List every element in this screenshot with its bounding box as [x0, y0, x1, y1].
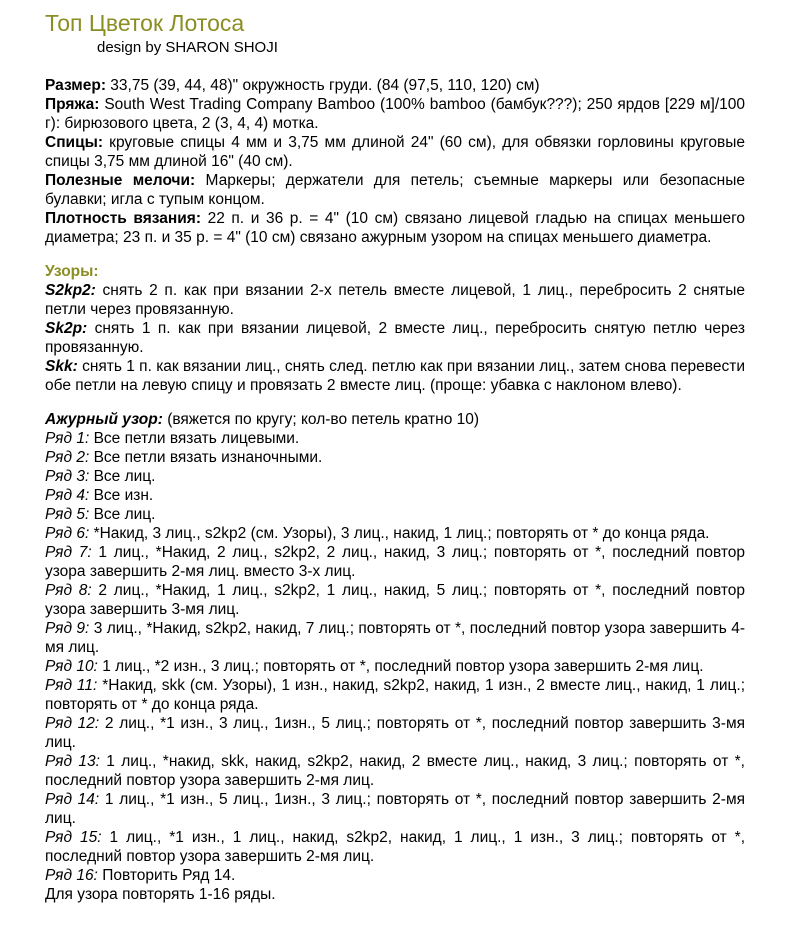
row-text: Все лиц.: [93, 468, 156, 485]
spec-text: Маркеры; держатели для петель; съемные маркеры или безопасные булавки; игла с тупым концом.: [45, 172, 745, 208]
stitch-patterns-heading: Узоры:: [45, 263, 99, 280]
lace-row-14: [45, 790, 745, 828]
row-label: Ряд 7:: [45, 544, 92, 561]
row-label: Ряд 13:: [45, 753, 100, 770]
row-label: Ряд 4:: [45, 487, 90, 504]
lace-row-5: [45, 505, 745, 524]
pattern-label: S2kp2:: [45, 282, 96, 299]
lace-row-16: [45, 866, 745, 885]
row-text: *Накид, 3 лиц., s2kp2 (см. Узоры), 3 лиц., накид, 1 лиц.; повторять от * до конца ряда.: [93, 525, 710, 542]
spec-label: Размер:: [45, 77, 106, 94]
spec-label: Спицы:: [45, 134, 104, 151]
row-text: 1 лиц., *1 изн., 1 лиц., накид, s2kp2, накид, 1 лиц., 1 изн., 3 лиц.; повторять от *, последний повтор узора завершить 2-мя лиц.: [45, 829, 746, 865]
lace-repeat-note: Для узора повторять 1-16 ряды.: [45, 886, 276, 903]
pattern-text: снять 1 п. как вязании лиц., снять след. петлю как при вязании лиц., затем снова перевести обе петли на левую спицу и провязать 2 вместе лиц. (проще: убавка с наклоном влево).: [45, 358, 745, 394]
stitch-patterns-section: [45, 262, 745, 395]
spec-row-gauge: [45, 209, 745, 247]
row-text: Повторить Ряд 14.: [102, 867, 236, 884]
lace-row-1: [45, 429, 745, 448]
spec-label: Пряжа:: [45, 96, 100, 113]
page-subtitle: design by SHARON SHOJI: [97, 39, 278, 56]
lace-row-3: [45, 467, 745, 486]
lace-row-10: [45, 657, 745, 676]
lace-row-9: [45, 619, 745, 657]
row-label: Ряд 15:: [45, 829, 102, 846]
lace-row-7: [45, 543, 745, 581]
lace-row-8: [45, 581, 745, 619]
lace-pattern-intro: (вяжется по кругу; кол-во петель кратно 10): [167, 411, 480, 428]
pattern-text: снять 2 п. как при вязании 2-х петель вместе лицевой, 1 лиц., перебросить 2 снятые петли через провязанную.: [45, 282, 745, 318]
row-label: Ряд 16:: [45, 867, 98, 884]
lace-pattern-section: [45, 410, 745, 904]
lace-pattern-label: Ажурный узор:: [45, 411, 163, 428]
spec-text: South West Trading Company Bamboo (100% bamboo (бамбук???); 250 ярдов [229 м]/100 г): бирюзового цвета, 2 (3, 4, 4) мотка.: [45, 96, 746, 132]
page-title: Топ Цветок Лотоса: [45, 10, 245, 36]
row-text: *Накид, skk (см. Узоры), 1 изн., накид, s2kp2, накид, 1 изн., 2 вместе лиц., накид, 1 лиц.; повторять от * до конца ряда.: [45, 677, 746, 713]
lace-row-4: [45, 486, 745, 505]
pattern-label: Skk:: [45, 358, 78, 375]
row-label: Ряд 14:: [45, 791, 100, 808]
row-text: Все петли вязать изнаночными.: [93, 449, 323, 466]
pattern-item-sk2p: [45, 319, 745, 357]
pattern-item-s2kp2: [45, 281, 745, 319]
lace-row-13: [45, 752, 745, 790]
row-text: 1 лиц., *Накид, 2 лиц., s2kp2, 2 лиц., накид, 3 лиц.; повторять от *, последний повтор узора завершить 2-мя лиц. вместо 3-х лиц.: [45, 544, 746, 580]
row-text: 3 лиц., *Накид, s2kp2, накид, 7 лиц.; повторять от *, последний повтор узора завершить 4-мя лиц.: [45, 620, 746, 656]
spec-label: Плотность вязания:: [45, 210, 201, 227]
row-label: Ряд 6:: [45, 525, 90, 542]
spec-row-notions: [45, 171, 745, 209]
spec-row-yarn: [45, 95, 745, 133]
row-text: 2 лиц., *1 изн., 3 лиц., 1изн., 5 лиц.; повторять от *, последний повтор завершить 3-мя лиц.: [45, 715, 745, 751]
row-text: 1 лиц., *1 изн., 5 лиц., 1изн., 3 лиц.; повторять от *, последний повтор завершить 2-мя лиц.: [45, 791, 745, 827]
row-text: Все изн.: [93, 487, 154, 504]
lace-row-12: [45, 714, 745, 752]
row-label: Ряд 5:: [45, 506, 90, 523]
spec-row-needles: [45, 133, 745, 171]
specs-section: [45, 76, 745, 247]
row-text: 1 лиц., *накид, skk, накид, s2kp2, накид, 2 вместе лиц., накид, 3 лиц.; повторять от *, последний повтор узора завершить 2-мя лиц.: [45, 753, 745, 789]
spec-label: Полезные мелочи:: [45, 172, 196, 189]
spec-text: 33,75 (39, 44, 48)" окружность груди. (84 (97,5, 110, 120) см): [110, 77, 540, 94]
row-text: 2 лиц., *Накид, 1 лиц., s2kp2, 1 лиц., накид, 5 лиц.; повторять от *, последний повтор узора завершить 3-мя лиц.: [45, 582, 746, 618]
lace-row-2: [45, 448, 745, 467]
row-label: Ряд 1:: [45, 430, 90, 447]
row-label: Ряд 12:: [45, 715, 100, 732]
lace-row-11: [45, 676, 745, 714]
row-label: Ряд 10:: [45, 658, 98, 675]
spec-text: круговые спицы 4 мм и 3,75 мм длиной 24" (60 см), для обвязки горловины круговые спицы 3,75 мм длиной 16" (40 см).: [45, 134, 745, 170]
row-label: Ряд 3:: [45, 468, 90, 485]
row-label: Ряд 2:: [45, 449, 90, 466]
lace-pattern-heading: [45, 410, 745, 429]
spec-text: 22 п. и 36 р. = 4" (10 см) связано лицевой гладью на спицах меньшего диаметра; 23 п. и 35 р. = 4" (10 см) связано ажурным узором на спицах меньшего диаметра.: [45, 210, 746, 246]
pattern-text: снять 1 п. как при вязании лицевой, 2 вместе лиц., перебросить снятую петлю через провязанную.: [45, 320, 745, 356]
lace-row-15: [45, 828, 745, 866]
pattern-label: Sk2p:: [45, 320, 88, 337]
row-text: 1 лиц., *2 изн., 3 лиц.; повторять от *, последний повтор узора завершить 2-мя лиц.: [102, 658, 704, 675]
row-label: Ряд 9:: [45, 620, 90, 637]
spec-row-size: [45, 76, 745, 95]
row-text: Все лиц.: [93, 506, 156, 523]
row-label: Ряд 8:: [45, 582, 92, 599]
pattern-item-skk: [45, 357, 745, 395]
lace-row-6: [45, 524, 745, 543]
row-label: Ряд 11:: [45, 677, 98, 694]
row-text: Все петли вязать лицевыми.: [93, 430, 300, 447]
